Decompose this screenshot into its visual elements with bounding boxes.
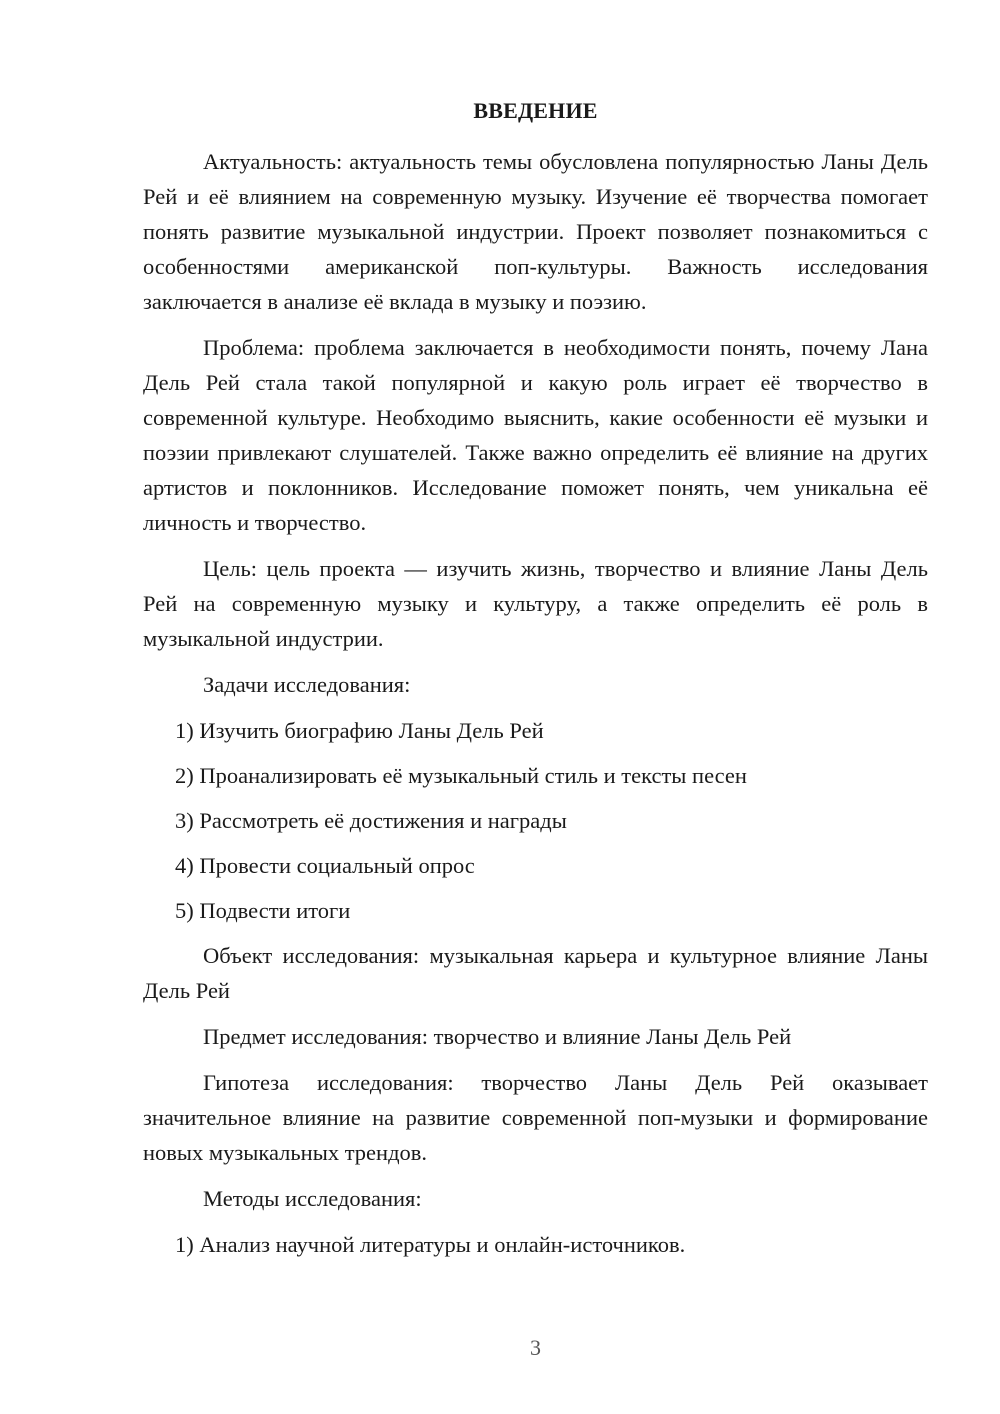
methods-list (143, 1227, 928, 1262)
problem-paragraph: Проблема: проблема заключается в необходимости понять, почему Лана Дель Рей стала такой популярной и какую роль играет её творчество в современной культуре. Необходимо выяснить, какие особенности её музыки и поэзии привлекают слушателей. Также важно определить её влияние на других артистов и поклонников. Исследование поможет понять, чем уникальна её личность и творчество. (143, 335, 928, 535)
hypothesis-paragraph: Гипотеза исследования: творчество Ланы Дель Рей оказывает значительное влияние на развитие современной поп-музыки и формирование новых музыкальных трендов. (143, 1070, 928, 1165)
tasks-list (143, 713, 928, 928)
page-content (143, 144, 928, 1272)
relevance-paragraph: Актуальность: актуальность темы обусловлена популярностью Ланы Дель Рей и её влиянием на современную музыку. Изучение её творчества помогает понять развитие музыкальной индустрии. Проект позволяет познакомиться с особенностями американской поп-культуры. Важность исследования заключается в анализе её вклада в музыку и поэзию. (143, 149, 928, 314)
goal-paragraph: Цель: цель проекта — изучить жизнь, творчество и влияние Ланы Дель Рей на современную музыку и культуру, а также определить её роль в музыкальной индустрии. (143, 556, 928, 651)
task-item: 4) Провести социальный опрос (175, 853, 475, 878)
method-item: 1) Анализ научной литературы и онлайн-источников. (175, 1232, 686, 1257)
object-paragraph: Объект исследования: музыкальная карьера и культурное влияние Ланы Дель Рей (143, 943, 928, 1003)
document-page (143, 0, 928, 1414)
methods-heading: Методы исследования: (203, 1186, 422, 1211)
page-number: 3 (530, 1335, 541, 1360)
task-item: 1) Изучить биографию Ланы Дель Рей (175, 718, 544, 743)
task-item: 3) Рассмотреть её достижения и награды (175, 808, 567, 833)
task-item: 2) Проанализировать её музыкальный стиль и тексты песен (175, 763, 747, 788)
task-item: 5) Подвести итоги (175, 898, 351, 923)
tasks-heading: Задачи исследования: (203, 672, 411, 697)
page-title: ВВЕДЕНИЕ (473, 98, 598, 123)
subject-paragraph: Предмет исследования: творчество и влияние Ланы Дель Рей (203, 1024, 792, 1049)
